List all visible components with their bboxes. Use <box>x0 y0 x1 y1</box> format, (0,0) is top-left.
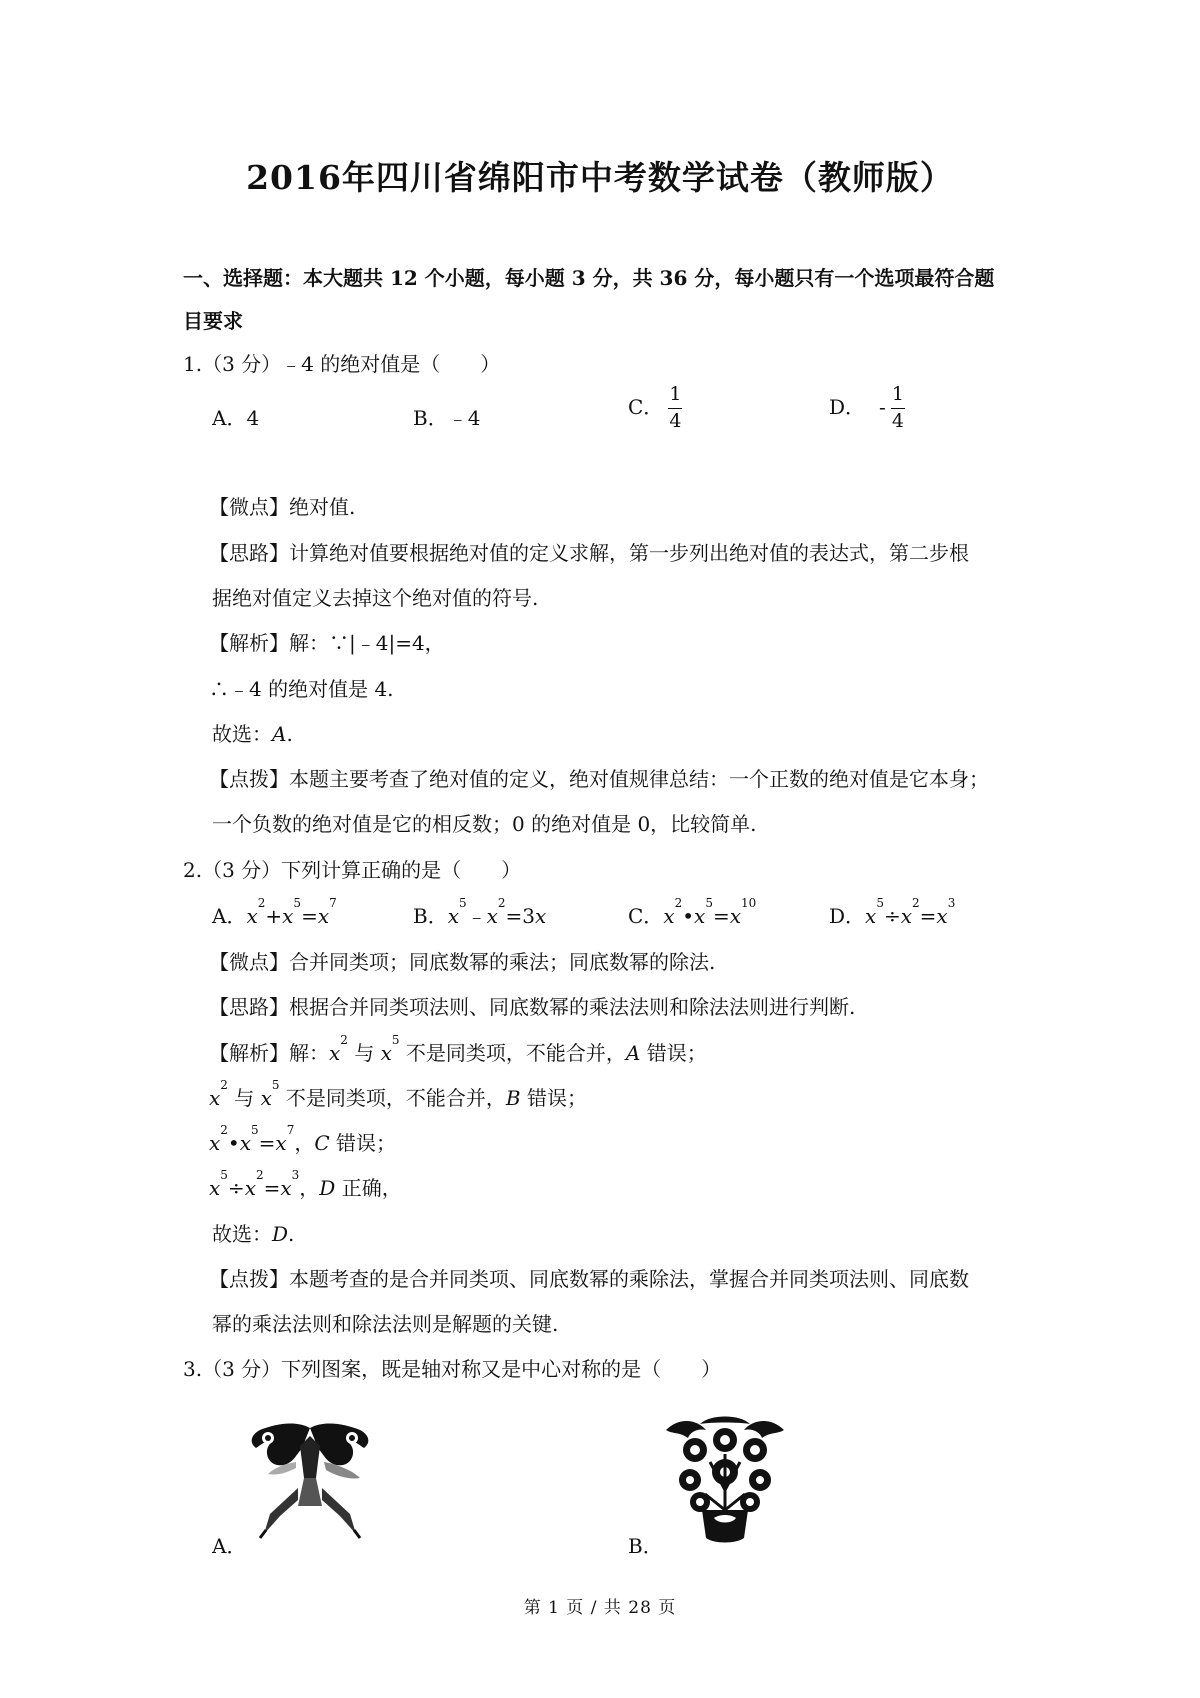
q2-weidian: 【微点】合并同类项；同底数幂的乘法；同底数幂的除法. <box>209 950 716 974</box>
q1-option-a: A．4 <box>212 406 260 430</box>
q2-dianbo-line2: 幂的乘法法则和除法法则是解题的关键. <box>212 1312 559 1336</box>
q1-weidian: 【微点】绝对值. <box>209 495 356 519</box>
q3-option-a-kite-figure <box>240 1418 380 1548</box>
q3-stem: 3.（3 分）下列图案，既是轴对称又是中心对称的是（ ） <box>183 1357 722 1381</box>
q1-stem: 1.（3 分）﹣4 的绝对值是（ ） <box>183 352 501 376</box>
q1-option-c: C． $\frac{1}{4}$ <box>628 383 682 432</box>
q1-jiexi: 【解析】解：∵|﹣4|=4， <box>209 631 445 655</box>
q1-option-c-fraction: $\frac{1}{4}$ <box>669 383 682 432</box>
q1-silu-line1: 【思路】计算绝对值要根据绝对值的定义求解，第一步列出绝对值的表达式，第二步根 <box>209 541 969 565</box>
q2-jiexi-line2: $x^2$ 与 $x^5$ 不是同类项，不能合并，B 错误； <box>209 1078 587 1110</box>
q2-stem: 2.（3 分）下列计算正确的是（ ） <box>183 858 522 882</box>
q2-answer: 故选：D. <box>212 1222 295 1246</box>
q1-answer: 故选：A. <box>212 722 293 746</box>
q2-jiexi-line1: 【解析】解：$x^2$ 与 $x^5$ 不是同类项，不能合并，A 错误； <box>209 1033 707 1065</box>
q1-dianbo-line1: 【点拨】本题主要考查了绝对值的定义，绝对值规律总结：一个正数的绝对值是它本身； <box>209 767 989 791</box>
q2-option-d: D．$x^5\div x^2=x^3$ <box>829 896 956 928</box>
section-heading-line1: 一、选择题：本大题共 12 个小题，每小题 3 分，共 36 分，每小题只有一个选项最符合题 <box>183 266 995 290</box>
q2-option-b: B．$x^5﹣x^2=3x$ <box>413 896 547 928</box>
section-heading-line2: 目要求 <box>183 309 243 333</box>
q3-option-b: B． <box>628 1534 663 1558</box>
q1-silu-line2: 据绝对值定义去掉这个绝对值的符号. <box>212 586 539 610</box>
q1-option-d: D． - $\frac{1}{4}$ <box>829 383 904 432</box>
q1-option-d-fraction: $\frac{1}{4}$ <box>891 383 904 432</box>
q1-dianbo-line2: 一个负数的绝对值是它的相反数；0 的绝对值是 0，比较简单. <box>212 812 757 836</box>
q1-option-b: B．﹣4 <box>413 406 481 430</box>
q3-option-b-flower-figure <box>660 1410 790 1550</box>
q2-option-c: C．$x^2•x^5=x^{10}$ <box>628 896 757 928</box>
q2-jiexi-line3: $x^2•x^5=x^7$，C 错误； <box>209 1123 396 1155</box>
q3-option-a: A． <box>212 1534 247 1558</box>
q2-dianbo-line1: 【点拨】本题考查的是合并同类项、同底数幂的乘除法，掌握合并同类项法则、同底数 <box>209 1267 969 1291</box>
page-footer: 第 1 页 / 共 28 页 <box>523 1598 677 1618</box>
q2-silu: 【思路】根据合并同类项法则、同底数幂的乘法法则和除法法则进行判断. <box>209 995 856 1019</box>
q2-option-a: A．$x^2+x^5=x^7$ <box>212 896 337 928</box>
page-title: 2016年四川省绵阳市中考数学试卷（教师版） <box>246 158 954 197</box>
q2-jiexi-line4: $x^5\div x^2=x^3$，D 正确， <box>209 1168 402 1200</box>
q1-therefore: ∴﹣4 的绝对值是 4. <box>209 677 394 701</box>
